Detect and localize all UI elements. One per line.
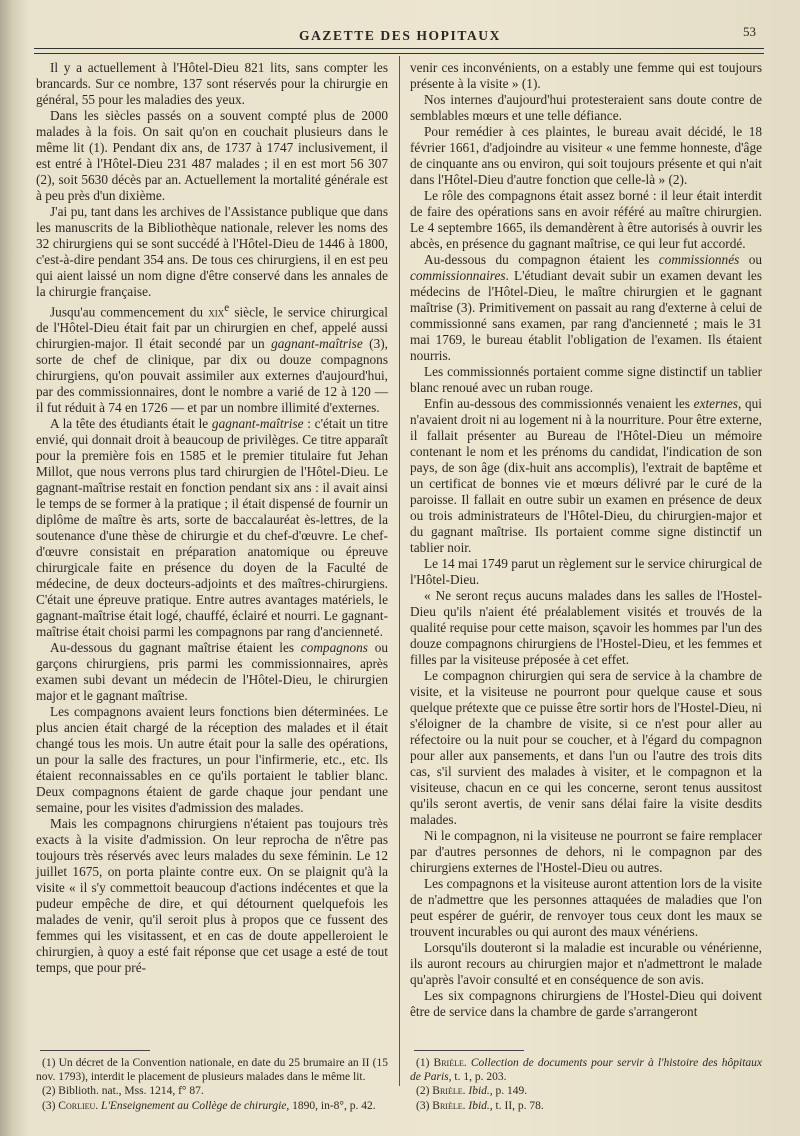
- paragraph: Dans les siècles passés on a souvent compté plus de 2000 malades à la fois. On sait qu'on en couchait plusieurs dans le même lit (1). Pendant dix ans, de 1737 à 1747 inclusivement, il est entré à l'Hôtel-Dieu 231 487 malades ; il en est mort 56 307 (2), soit 5630 décès par an. Actuellement la mortalité générale est à peu près d'un dixième.: [36, 108, 388, 203]
- paragraph: Pour remédier à ces plaintes, le bureau avait décidé, le 18 février 1661, d'adjoindre au visiteur « une femme honneste, d'âge de cinquante ans ou environ, qui soit toujours présente et qui n'ait dans l'Hôtel-Dieu d'autre fonction que celle-là » (2).: [410, 124, 762, 187]
- paragraph: Il y a actuellement à l'Hôtel-Dieu 821 lits, sans compter les brancards. Sur ce nombre, 137 sont réservés pour la chirurgie en général, 55 pour les maladies des yeux.: [36, 60, 388, 107]
- footnote-rule: [40, 1050, 150, 1051]
- running-title: GAZETTE DES HOPITAUX: [298, 28, 502, 43]
- paragraph: Ni le compagnon, ni la visiteuse ne pourront se faire remplacer par d'autres personnes de dehors, ni le compagnon par des chirurgiens externes de l'Hostel-Dieu ou autres.: [410, 828, 762, 875]
- footnote: (3) Corlieu. L'Enseignement au Collège de chirurgie, 1890, in-8°, p. 42.: [42, 1099, 376, 1112]
- left-column: [36, 60, 388, 976]
- footnote-rule: [414, 1050, 524, 1051]
- paragraph: Les compagnons et la visiteuse auront attention lors de la visite de n'admettre que les personnes attaquées de maladies que l'on peut espérer de guérir, de renvoyer tous ceux dont les maux se trouvent incurables ou qui auront des maux vénériens.: [410, 876, 762, 939]
- footnote: (2) Biblioth. nat., Mss. 1214, f° 87.: [42, 1085, 204, 1097]
- paragraph: Les six compagnons chirurgiens de l'Hostel-Dieu qui doivent être de service dans la chambre de garde s'arrangeront: [410, 988, 762, 1019]
- paragraph: « Ne seront reçus aucuns malades dans les salles de l'Hostel-Dieu qu'ils n'aient été préalablement visités et trouvés de la qualité requise pour cette maison, sçavoir les hommes par l'un des douze compagnons chirurgiens de l'Hostel-Dieu, et les femmes et filles par la visiteuse préposée à cet effet.: [410, 588, 762, 667]
- paragraph: Les compagnons avaient leurs fonctions bien déterminées. Le plus ancien était chargé de la réception des malades et il était changé tous les mois. Un autre était pour la salle des opérations, un pour la salle des fractures, un pour l'infirmerie, etc., etc. Ils étaient reconnaissables en ce qu'ils portaient le tablier blanc. Deux compagnons étaient de garde chaque jour pendant une semaine, pour les visites d'admission des malades.: [36, 704, 388, 816]
- footnote: (3) Brièle. Ibid., t. II, p. 78.: [416, 1099, 544, 1112]
- paragraph: Enfin au-dessous des commissionnés venaient les externes, qui n'avaient droit ni au logement ni à la nourriture. Pour être externe, il fallait présenter au Bureau de l'Hôtel-Dieu un mémoire contenant le nom et les prénoms du candidat, l'indication de son pays, de son âge (dix-huit ans accomplis), l'extrait de baptême et un certificat de bonnes vie et mœurs délivré par le curé de la paroisse. Il fallait en outre subir un examen en présence de deux ou trois administrateurs de l'Hôtel-Dieu, du chirurgien-major et du gagnant maîtrise. Ils portaient comme signe distinctif un tablier noir.: [410, 396, 763, 555]
- paragraph: A la tête des étudiants était le gagnant-maîtrise : c'était un titre envié, qui donnait droit à beaucoup de privilèges. Ce titre apparaît pour la première fois en 1585 et le premier titulaire fut Jehan Millot, que nous verrons plus tard chirurgien de l'Hôtel-Dieu. Le gagnant-maîtrise restait en fonction pendant six ans : il avait ainsi le temps de se former à la pratique ; il était dispensé de fournir un diplôme de maître ès arts, sorte de baccalauréat ès-lettres, de la soutenance d'une thèse de chirurgie et du chef-d'œuvre. Le chef-d'œuvre consistait en préparation anatomique ou épreuve chirurgicale faite en présence du doyen de la Faculté de médecine, de deux docteurs-adjoints et des maîtres-chirurgiens. C'était une épreuve pratique. Entre autres avantages matériels, le gagnant-maîtrise était logé, chauffé, éclairé et nourri. Le gagnant-maîtrise était choisi parmi les compagnons par rang d'ancienneté.: [36, 416, 389, 640]
- header-rule: [34, 48, 764, 54]
- paragraph: Le rôle des compagnons était assez borné : il leur était interdit de faire des opérations sans en avoir référé au maître chirurgien. Le 4 septembre 1665, ils demandèrent à être autorisés à ouvrir les abcès, en présence du gagnant maîtrise, ce qui leur fut accordé.: [410, 188, 762, 251]
- footnote: (1) Brièle. Collection de documents pour servir à l'histoire des hôpitaux de Paris, t. 1, p. 203.: [410, 1057, 763, 1083]
- footnotes-right: [410, 1050, 762, 1114]
- paragraph: Les commissionnés portaient comme signe distinctif un tablier blanc renoué avec un ruban rouge.: [410, 364, 762, 395]
- paragraph: Mais les compagnons chirurgiens n'étaient pas toujours très exacts à la visite d'admission. On leur reprocha de n'être pas toujours très réservés avec leurs malades du sexe féminin. Le 12 juillet 1675, on porta plainte contre eux. On se plaignit qu'à la visite « il s'y commettoit beaucoup d'actions indécentes et que la pudeur empêche de dire, et qui détournent quelquefois les malades de venir, qu'il seroit plus à propos que ce fussent des femmes qui les visitassent, et en cas de doute appelleroient le chirurgien, à quoy a esté fait réponse que cet usage a esté de tout temps, que pour pré-: [36, 816, 388, 976]
- footnotes-left: [36, 1050, 388, 1114]
- paragraph: Le compagnon chirurgien qui sera de service à la chambre de visite, et la visiteuse ne pourront pour quelque cause et sous quelque prétexte que ce puisse être sortir hors de l'Hostel-Dieu, ni s'éloigner de la chambre de visite, si ce n'est pour aller au réfectoire ou la nuit pour se coucher, et à l'égard du compagnon pour aller aux pansements, et dans l'un ou l'autre des trois dits cas, s'il survient des malades à visiter, et le compagnon et la visiteuse, chacun en ce qui les concerne, seront tenus aussitost qu'ils seront avertis, de venir sans délai faire la visite desdits malades.: [410, 668, 762, 827]
- page-number: 53: [743, 24, 756, 39]
- paragraph: Jusqu'au commencement du xix$^e$ siècle, le service chirurgical de l'Hôtel-Dieu était fait par un chirurgien en chef, appelé aussi chirurgien-major. Il était secondé par un gagnant-maîtrise (3), sorte de chef de clinique, par dix ou douze compagnons chirurgiens, qu'on pouvait assimiler aux externes d'aujourd'hui, par des commissionnaires, dont le nombre a varié de 12 à 120 — il fut réduit à 74 en 1726 — et par un nombre illimité d'externes.: [36, 302, 389, 416]
- paragraph: Lorsqu'ils douteront si la maladie est incurable ou vénérienne, ils auront recours au chirurgien major et n'admettront le malade qu'après l'avoir consulté et en conséquence de son avis.: [410, 940, 762, 987]
- right-column: [410, 60, 762, 1020]
- paragraph: Au-dessous du compagnon étaient les commissionnés ou commissionnaires. L'étudiant devait subir un examen devant les médecins de l'Hôtel-Dieu, le maître chirurgien et le gagnant maîtrise (3). Primitivement on passait au rang d'externe à celui de commissionné sans examen, par rang d'ancienneté ; mais le 31 mai 1769, le bureau établit l'obligation de l'examen. Ils étaient nourris.: [410, 252, 763, 363]
- paragraph: Au-dessous du gagnant maîtrise étaient les compagnons ou garçons chirurgiens, pris parmi les commissionnaires, après examen subi devant un médecin de l'Hôtel-Dieu, le chirurgien major et le gagnant maîtrise.: [36, 640, 388, 704]
- paragraph: Nos internes d'aujourd'hui protesteraient sans doute contre de semblables mœurs et une telle défiance.: [410, 92, 762, 123]
- footnote: (2) Brièle. Ibid., p. 149.: [416, 1085, 528, 1097]
- paragraph: venir ces inconvénients, on a estably une femme qui est toujours présente à la visite » (1).: [410, 60, 762, 91]
- column-divider: [399, 56, 400, 1086]
- footnote: (1) Un décret de la Convention nationale, en date du 25 brumaire an II (15 nov. 1793), interdit le placement de plusieurs malades dans le même lit.: [36, 1057, 388, 1083]
- paragraph: Le 14 mai 1749 parut un règlement sur le service chirurgical de l'Hôtel-Dieu.: [410, 556, 762, 587]
- paragraph: J'ai pu, tant dans les archives de l'Assistance publique que dans les manuscrits de la Bibliothèque nationale, relever les noms des 32 chirurgiens qui se sont succédé à l'Hôtel-Dieu de 1446 à 1800, c'est-à-dire pendant 354 ans. De tous ces chirurgiens, il en est peu qui aient laissé un nom digne d'être conservé dans les annales de la chirurgie française.: [36, 204, 388, 299]
